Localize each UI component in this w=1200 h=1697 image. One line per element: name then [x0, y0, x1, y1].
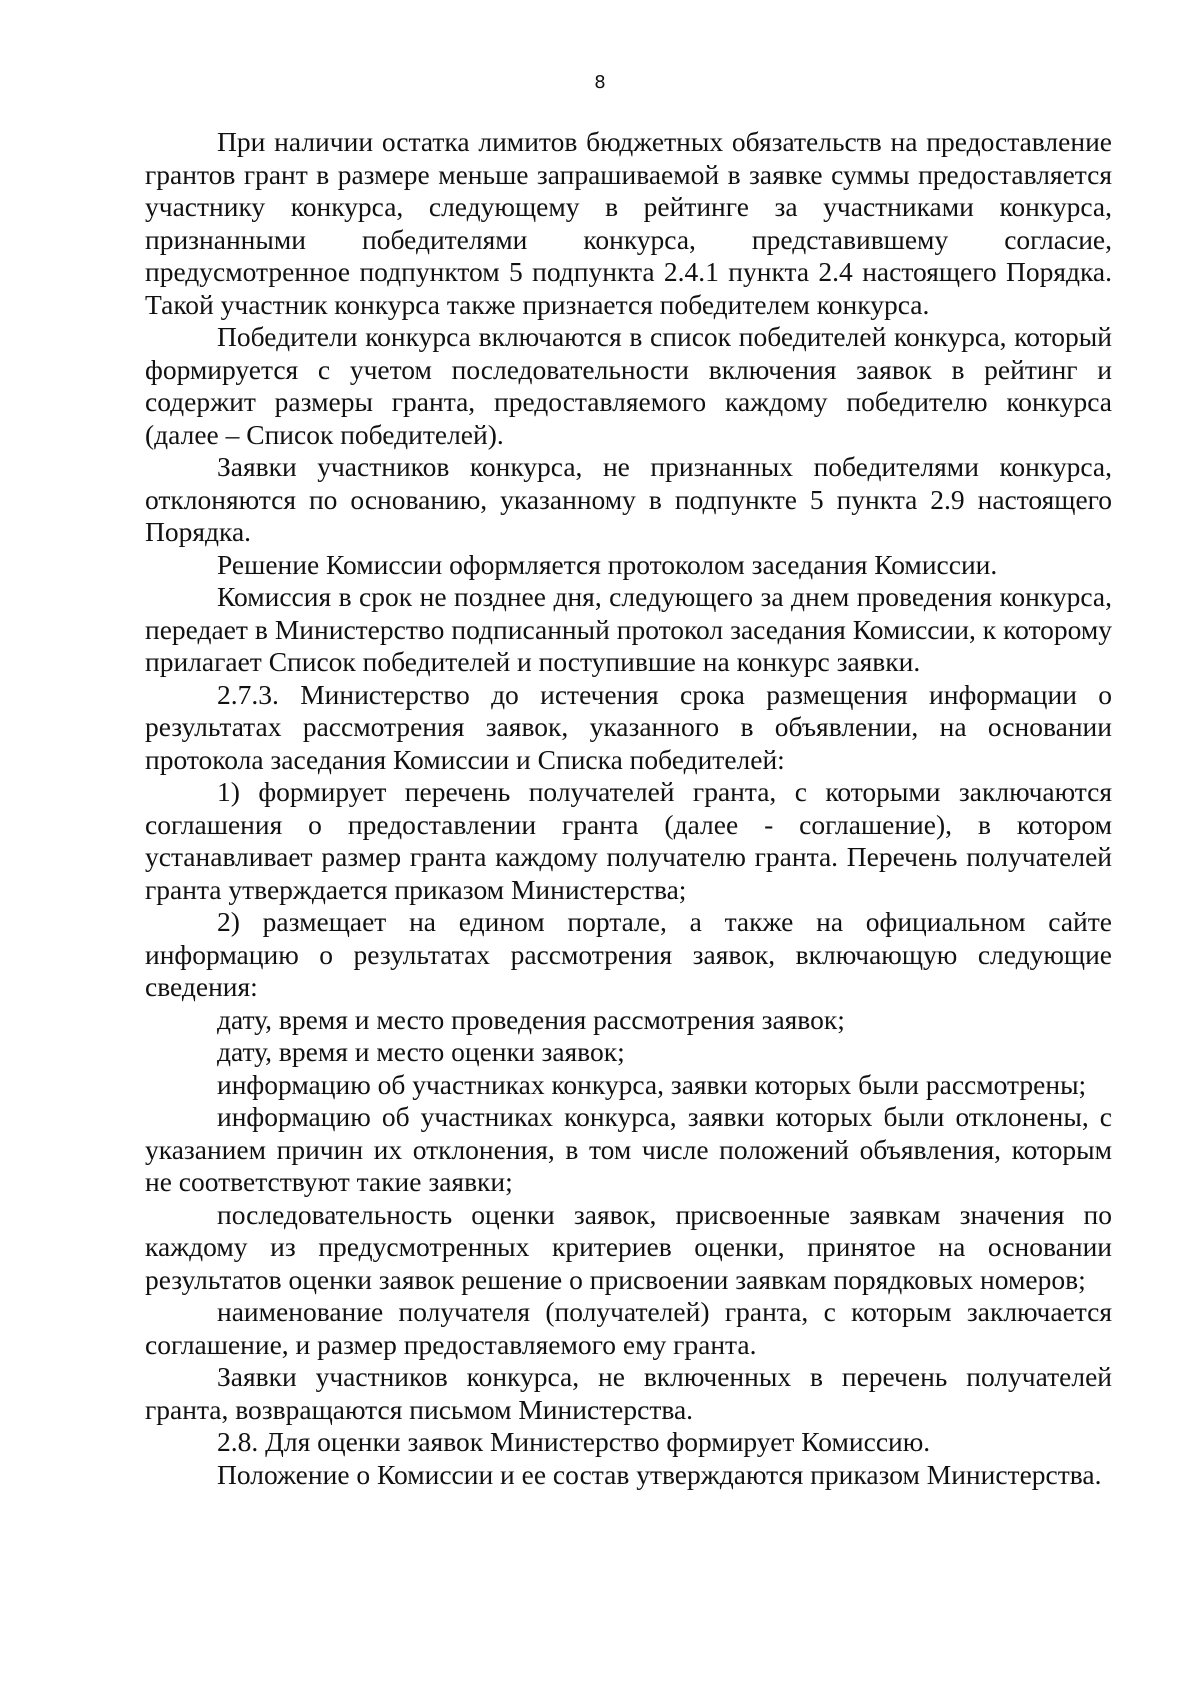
document-body	[145, 126, 1112, 1491]
list-item-recipient-name: наименование получателя (получателей) гранта, с которым заключается соглашение, и размер предоставляемого ему гранта.	[145, 1296, 1112, 1360]
paragraph-remaining-limits: При наличии остатка лимитов бюджетных обязательств на предоставление грантов грант в размере меньше запрашиваемой в заявке суммы предоставляется участнику конкурса, следующему в рейтинге за участниками конкурса, признанными победителями конкурса, представившему согласие, предусмотренное подпунктом 5 подпункта 2.4.1 пункта 2.4 настоящего Порядка. Такой участник конкурса также признается победителем конкурса.	[145, 126, 1112, 320]
page-number: 8	[594, 72, 606, 93]
list-item-rejected-participants: информацию об участниках конкурса, заявки которых были отклонены, с указанием причин их отклонения, в том числе положений объявления, которым не соответствуют такие заявки;	[145, 1101, 1112, 1197]
paragraph-clause-2-7-3: 2.7.3. Министерство до истечения срока размещения информации о результатах рассмотрения заявок, указанного в объявлении, на основании протокола заседания Комиссии и Списка победителей:	[145, 678, 1112, 775]
paragraph-rejected-applications: Заявки участников конкурса, не признанных победителями конкурса, отклоняются по основанию, указанному в подпункте 5 пункта 2.9 настоящего Порядка.	[145, 451, 1112, 547]
list-item-1: 1) формирует перечень получателей гранта, с которыми заключаются соглашения о предоставлении гранта (далее - соглашение), в котором устанавливает размер гранта каждому получателю гранта. Перечень получателей гранта утверждается приказом Министерства;	[145, 776, 1112, 905]
paragraph-commission-regulation: Положение о Комиссии и ее состав утверждаются приказом Министерства.	[217, 1458, 1102, 1490]
paragraph-commission-transfer: Комиссия в срок не позднее дня, следующего за днем проведения конкурса, передает в Министерство подписанный протокол заседания Комиссии, к которому прилагает Список победителей и поступившие на конкурс заявки.	[145, 581, 1112, 677]
list-item-evaluation-sequence: последовательность оценки заявок, присвоенные заявкам значения по каждому из предусмотренных критериев оценки, принятое на основании результатов оценки заявок решение о присвоении заявкам порядковых номеров;	[145, 1198, 1112, 1295]
list-item-evaluation-date: дату, время и место оценки заявок;	[217, 1036, 625, 1067]
paragraph-returned-applications: Заявки участников конкурса, не включенных в перечень получателей гранта, возвращаются письмом Министерства.	[145, 1361, 1112, 1425]
list-item-review-date: дату, время и место проведения рассмотрения заявок;	[217, 1003, 845, 1035]
paragraph-commission-decision: Решение Комиссии оформляется протоколом заседания Комиссии.	[217, 548, 998, 580]
paragraph-clause-2-8: 2.8. Для оценки заявок Министерство формирует Комиссию.	[217, 1426, 931, 1457]
paragraph-winners-list: Победители конкурса включаются в список победителей конкурса, который формируется с учетом последовательности включения заявок в рейтинг и содержит размеры гранта, предоставляемого каждому победителю конкурса (далее – Список победителей).	[145, 321, 1112, 450]
list-item-2: 2) размещает на едином портале, а также на официальном сайте информацию о результатах рассмотрения заявок, включающую следующие сведения:	[145, 906, 1112, 1002]
list-item-reviewed-participants: информацию об участниках конкурса, заявки которых были рассмотрены;	[217, 1068, 1087, 1100]
